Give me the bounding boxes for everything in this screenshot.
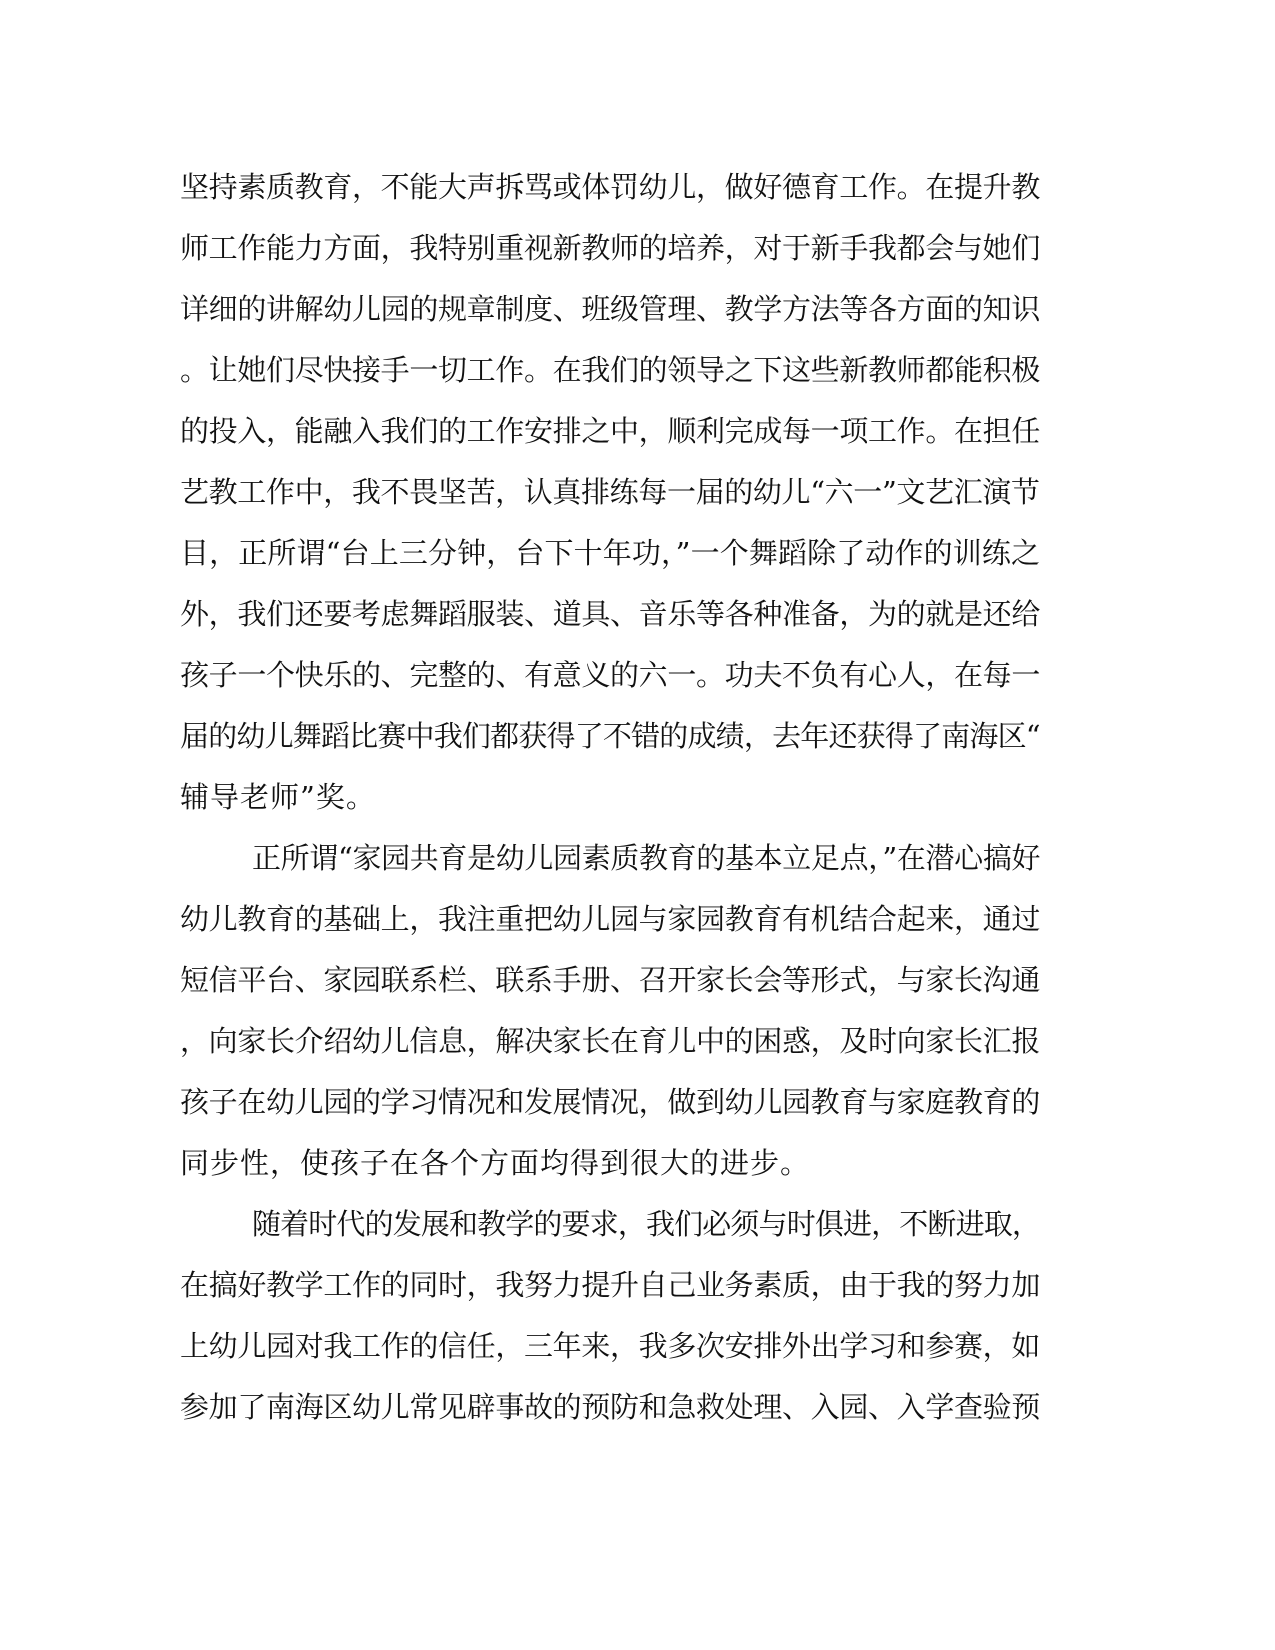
text-line: 短信平台、家园联系栏、联系手册、召开家长会等形式，与家长沟通: [180, 963, 1041, 997]
text-line: 参加了南海区幼儿常见辟事故的预防和急救处理、入园、入学查验预: [180, 1390, 1041, 1424]
text-line-indented: 随着时代的发展和教学的要求，我们必须与时俱进，不断进取，: [252, 1207, 1041, 1241]
text-line: 孩子在幼儿园的学习情况和发展情况，做到幼儿园教育与家庭教育的: [180, 1085, 1041, 1119]
text-line: 上幼儿园对我工作的信任，三年来，我多次安排外出学习和参赛，如: [180, 1329, 1041, 1363]
text-line: 师工作能力方面，我特别重视新教师的培养，对于新手我都会与她们: [180, 231, 1041, 265]
text-line: 届的幼儿舞蹈比赛中我们都获得了不错的成绩，去年还获得了南海区“: [180, 719, 1040, 753]
document-body: [180, 157, 1040, 1438]
text-line: 的投入，能融入我们的工作安排之中，顺利完成每一项工作。在担任: [180, 414, 1041, 448]
paragraph-2: [180, 828, 1040, 1194]
text-line: 目，正所谓“台上三分钟，台下十年功，”一个舞蹈除了动作的训练之: [180, 536, 1041, 570]
text-line: 同步性，使孩子在各个方面均得到很大的进步。: [180, 1146, 811, 1180]
text-line: 在搞好教学工作的同时，我努力提升自己业务素质，由于我的努力加: [180, 1268, 1041, 1302]
text-line: 外，我们还要考虑舞蹈服装、道具、音乐等各种准备，为的就是还给: [180, 597, 1041, 631]
text-line: 孩子一个快乐的、完整的、有意义的六一。功夫不负有心人，在每一: [180, 658, 1041, 692]
text-line-indented: 正所谓“家园共育是幼儿园素质教育的基本立足点，”在潜心搞好: [252, 841, 1041, 875]
text-line: ，向家长介绍幼儿信息，解决家长在育儿中的困惑，及时向家长汇报: [180, 1024, 1041, 1058]
text-line: 幼儿教育的基础上，我注重把幼儿园与家园教育有机结合起来，通过: [180, 902, 1041, 936]
text-line: 。让她们尽快接手一切工作。在我们的领导之下这些新教师都能积极: [180, 353, 1041, 387]
text-line: 辅导老师”奖。: [180, 780, 376, 814]
text-line: 艺教工作中，我不畏坚苦，认真排练每一届的幼儿“六一”文艺汇演节: [180, 475, 1040, 509]
paragraph-3: [180, 1194, 1040, 1438]
text-line: 坚持素质教育，不能大声拆骂或体罚幼儿，做好德育工作。在提升教: [180, 170, 1041, 204]
text-line: 详细的讲解幼儿园的规章制度、班级管理、教学方法等各方面的知识: [180, 292, 1041, 326]
paragraph-1: [180, 157, 1040, 828]
